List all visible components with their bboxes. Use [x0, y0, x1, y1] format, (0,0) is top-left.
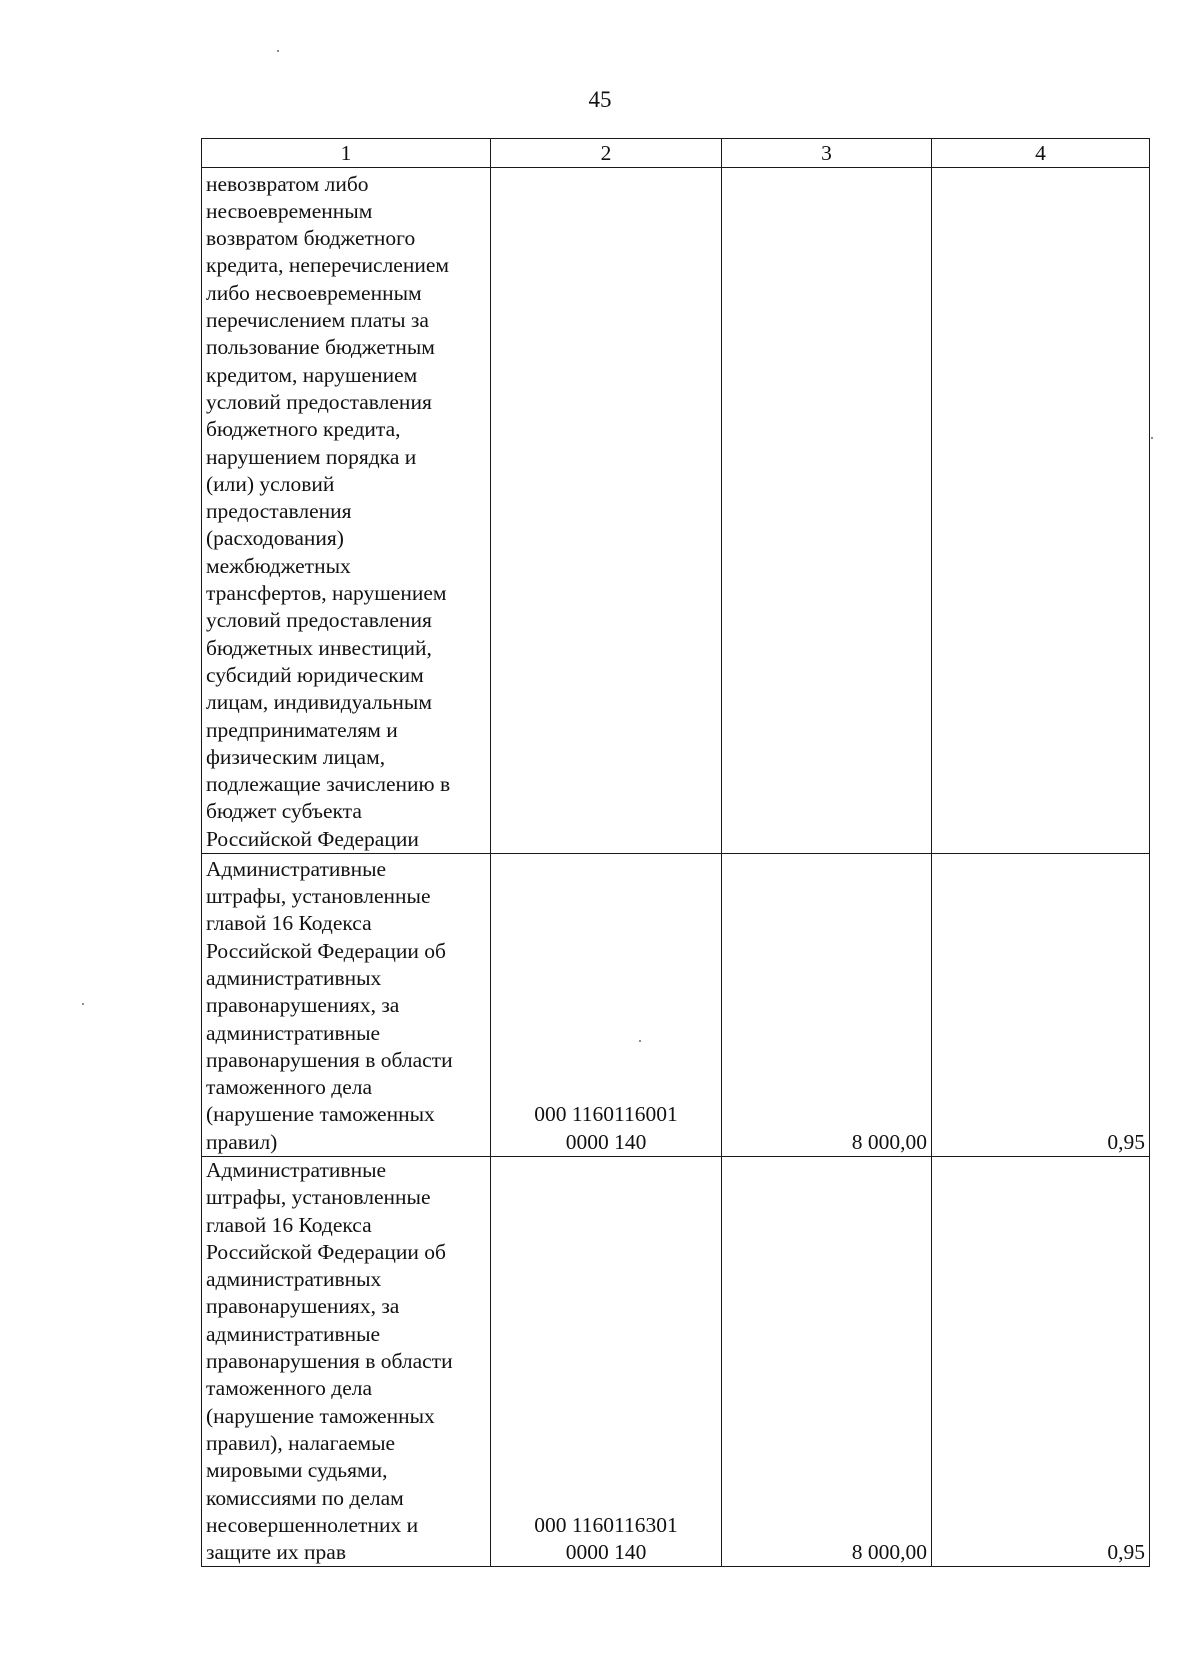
- scan-speck: [639, 1040, 641, 1042]
- page-number: 45: [588, 87, 612, 112]
- table-header-row: [202, 139, 1150, 168]
- row-2-description: Административные штрафы, установленные главой 16 Кодекса Российской Федерации об административных правонарушениях, за административные правонарушения в области таможенного дела (нарушение таможенных правил): [202, 854, 491, 1157]
- header-column-4: 4: [932, 139, 1150, 168]
- row-1-code: [491, 168, 722, 854]
- scan-speck: [277, 50, 279, 52]
- header-column-1: 1: [202, 139, 491, 168]
- header-column-3: 3: [722, 139, 932, 168]
- header-column-2: 2: [491, 139, 722, 168]
- budget-revenue-table: [201, 138, 1150, 1567]
- row-3-code: 000 1160116301 0000 140: [491, 1157, 722, 1567]
- row-1-amount: [722, 168, 932, 854]
- row-2-amount: 8 000,00: [722, 854, 932, 1157]
- scan-speck: [1151, 437, 1153, 439]
- table-row: [202, 854, 1150, 1157]
- scan-speck: [82, 1003, 84, 1005]
- row-3-amount: 8 000,00: [722, 1157, 932, 1567]
- row-3-share: 0,95: [932, 1157, 1150, 1567]
- row-1-share: [932, 168, 1150, 854]
- row-2-code: 000 1160116001 0000 140: [491, 854, 722, 1157]
- table-row: [202, 168, 1150, 854]
- row-3-description: Административные штрафы, установленные главой 16 Кодекса Российской Федерации об административных правонарушениях, за административные правонарушения в области таможенного дела (нарушение таможенных правил), налагаемые мировыми судьями, комиссиями по делам несовершеннолетних и защите их прав: [202, 1157, 491, 1567]
- row-1-description: невозвратом либо несвоевременным возвратом бюджетного кредита, неперечислением либо несвоевременным перечислением платы за пользование бюджетным кредитом, нарушением условий предоставления бюджетного кредита, нарушением порядка и (или) условий предоставления (расходования) межбюджетных трансфертов, нарушением условий предоставления бюджетных инвестиций, субсидий юридическим лицам, индивидуальным предпринимателям и физическим лицам, подлежащие зачислению в бюджет субъекта Российской Федерации: [202, 168, 491, 854]
- row-2-share: 0,95: [932, 854, 1150, 1157]
- table-row: [202, 1157, 1150, 1567]
